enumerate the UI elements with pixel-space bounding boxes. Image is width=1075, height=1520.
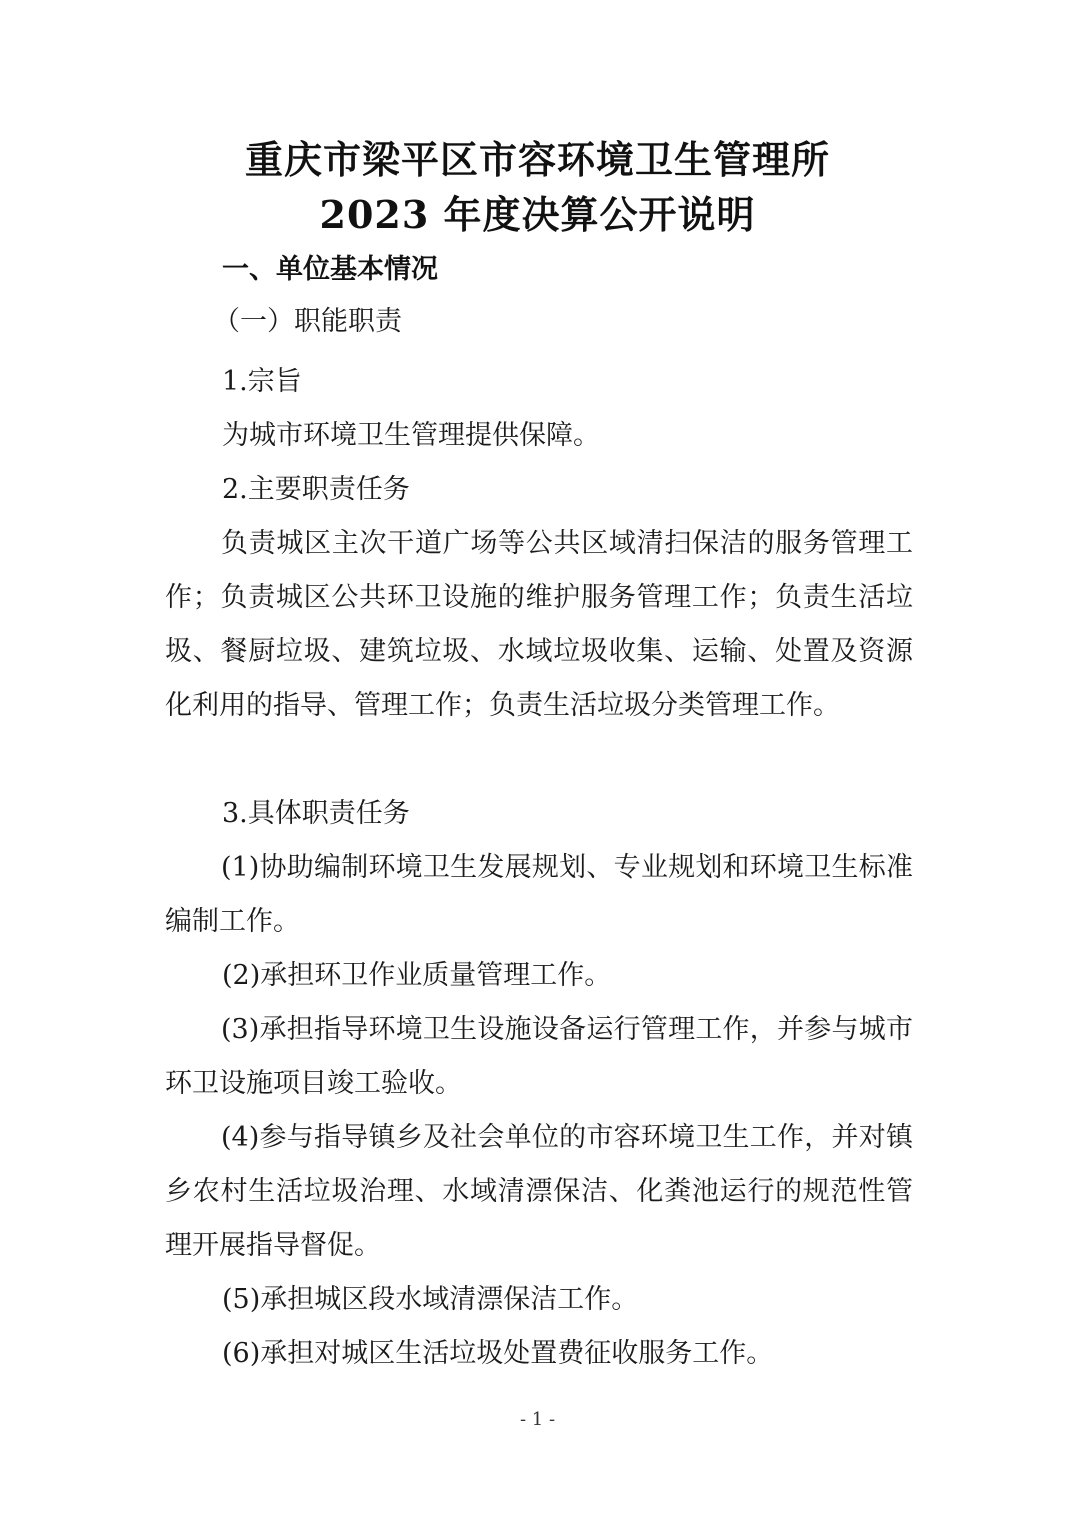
duty-item-1: (1)协助编制环境卫生发展规划、专业规划和环境卫生标准编制工作。 xyxy=(165,852,913,937)
page-number: - 1 - xyxy=(519,1409,556,1430)
item1-text: 为城市环境卫生管理提供保障。 xyxy=(222,420,600,451)
subsection1-heading: （一）职能职责 xyxy=(213,306,402,337)
section1-heading: 一、单位基本情况 xyxy=(222,254,438,285)
duty-item-3: (3)承担指导环境卫生设施设备运行管理工作，并参与城市环卫设施项目竣工验收。 xyxy=(165,1014,913,1099)
document-title-line2: 2023 年度决算公开说明 xyxy=(319,192,756,237)
item2-heading: 2.主要职责任务 xyxy=(222,474,410,505)
item2-text: 负责城区主次干道广场等公共区域清扫保洁的服务管理工作；负责城区公共环卫设施的维护服务管理工作；负责生活垃圾、餐厨垃圾、建筑垃圾、水域垃圾收集、运输、处置及资源化利用的指导、管理工作；负责生活垃圾分类管理工作。 xyxy=(165,528,913,721)
document-title-line1: 重庆市梁平区市容环境卫生管理所 xyxy=(244,137,830,182)
duty-item-2: (2)承担环卫作业质量管理工作。 xyxy=(222,960,612,991)
duty-item-6: (6)承担对城区生活垃圾处置费征收服务工作。 xyxy=(222,1338,774,1369)
duty-item-5: (5)承担城区段水域清漂保洁工作。 xyxy=(222,1284,639,1315)
duty-item-4: (4)参与指导镇乡及社会单位的市容环境卫生工作，并对镇乡农村生活垃圾治理、水域清漂保洁、化粪池运行的规范性管理开展指导督促。 xyxy=(165,1122,913,1261)
item3-heading: 3.具体职责任务 xyxy=(222,798,410,829)
item1-heading: 1.宗旨 xyxy=(222,366,302,397)
